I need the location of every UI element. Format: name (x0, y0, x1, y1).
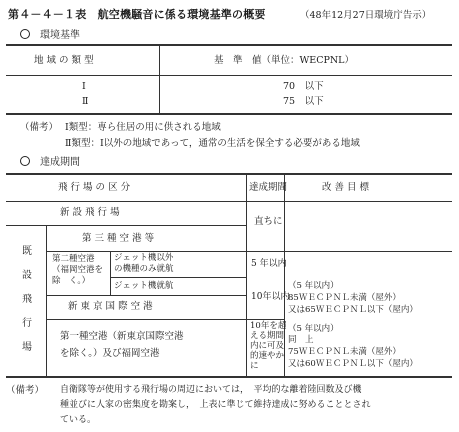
table2-header-rule (6, 201, 452, 202)
table2-class3-row-rule (46, 251, 452, 252)
target-a-line1: （5 年以内） (288, 281, 339, 291)
target-b-line3: 75ＷＥＣＰＮＬ未満（屋外） (288, 347, 401, 357)
class2-jet: ジェット機就航 (114, 281, 174, 291)
table2-class2-bottom-rule (46, 295, 246, 296)
footnote-line2: 種並びに人家の密集度を勘案し， 上表に準じて維持達成に努めることとされ (60, 400, 371, 410)
footnote-line3: ている。 (60, 415, 97, 425)
row-tokyo-airport: 新 東 京 国 際 空 港 (68, 301, 153, 312)
class2-non-jet-line1: ジェット機以外 (114, 253, 174, 263)
table2-bottom-rule (6, 376, 452, 378)
footnote-label: （備考） (6, 385, 45, 396)
table1-top-rule (6, 44, 452, 46)
footnote-line1: 自衛隊等が使用する飛行場の周辺においては， 平均的な離着陸回数及び機 (60, 385, 362, 395)
table2-period-left-divider (246, 173, 247, 376)
class2-label-line3: 除 く。） (52, 276, 91, 286)
period-immediate: 直ちに (254, 216, 283, 227)
row-new-airport: 新 設 飛 行 場 (60, 207, 120, 218)
table2-header-target: 改 善 目 標 (322, 182, 370, 193)
period-5-years: 5 年以内 (251, 259, 287, 269)
class2-label-line1: 第二種空港 (52, 254, 95, 264)
table1-row-value: 70 以下 (283, 81, 324, 92)
table2-period-right-divider (284, 173, 285, 376)
note-type2: Ⅱ類型：Ⅰ以外の地域であって，通常の生活を保全する必要がある地域 (65, 138, 360, 149)
table2-class2-split-rule (110, 277, 246, 278)
table2-class2-divider (110, 251, 111, 295)
table-title: 第４－４－１表 航空機騒音に係る環境基準の概要 (8, 8, 266, 21)
table1-row-type: Ⅰ (82, 81, 86, 92)
table1-bottom-rule (6, 113, 452, 115)
table1-row-value: 75 以下 (283, 96, 324, 107)
table1-header-value: 基 準 値（単位：WECPNL） (214, 55, 354, 66)
period-10-years: 10年以内 (251, 292, 290, 302)
period-long-line4: 的速やか (250, 351, 285, 361)
class2-label-line2: （福岡空港を (52, 265, 104, 275)
period-long-line2: える期間 (250, 331, 285, 341)
section-heading-standards (20, 29, 80, 41)
note-label: （備考） (20, 122, 59, 133)
section-heading-period (20, 156, 80, 168)
table1-header-rule (6, 75, 452, 76)
period-long-line1: 10年を超 (250, 321, 287, 331)
class1-line2: を除く。）及び福岡空港 (60, 348, 160, 359)
period-long-line3: 内に可及 (250, 341, 285, 351)
class2-non-jet-line2: の機種のみ就航 (114, 264, 174, 274)
note-type1: Ⅰ類型：専ら住居の用に供される地域 (65, 122, 221, 133)
table2-top-rule (6, 173, 452, 175)
table2-tokyo-row-rule (46, 319, 284, 320)
target-a-line2: 85ＷＥＣＰＮＬ未満（屋外） (288, 293, 401, 303)
table2-header-airport: 飛 行 場 の 区 分 (58, 182, 131, 193)
circle-bullet-icon (20, 29, 30, 39)
target-b-line2: 同 上 (288, 335, 314, 345)
table2-header-period: 達成期間 (249, 182, 288, 193)
table1-header-type: 地 域 の 類 型 (34, 55, 94, 66)
target-a-line3: 又は65ＷＥＣＰＮＬ以下（屋内） (288, 305, 418, 315)
target-b-line4: 又は60ＷＥＣＰＮＬ以下（屋内） (288, 359, 418, 369)
table1-row-type: Ⅱ (82, 96, 89, 107)
section-heading-period-text: 達成期間 (40, 157, 80, 168)
row-class3-airport: 第 三 種 空 港 等 (82, 233, 155, 244)
target-b-line1: （5 年以内） (288, 324, 339, 334)
table2-new-row-rule (6, 225, 246, 226)
table1-column-divider (159, 44, 160, 113)
section-heading-standards-text: 環境基準 (40, 30, 80, 41)
existing-airports-label: 既設飛行場 (22, 246, 32, 353)
notice-date: （48年12月27日環境庁告示） (300, 10, 432, 21)
table2-existing-divider (46, 225, 47, 376)
period-long-line5: に (250, 361, 259, 371)
circle-bullet-icon (20, 156, 30, 166)
class1-line1: 第一種空港（新東京国際空港 (60, 331, 184, 342)
